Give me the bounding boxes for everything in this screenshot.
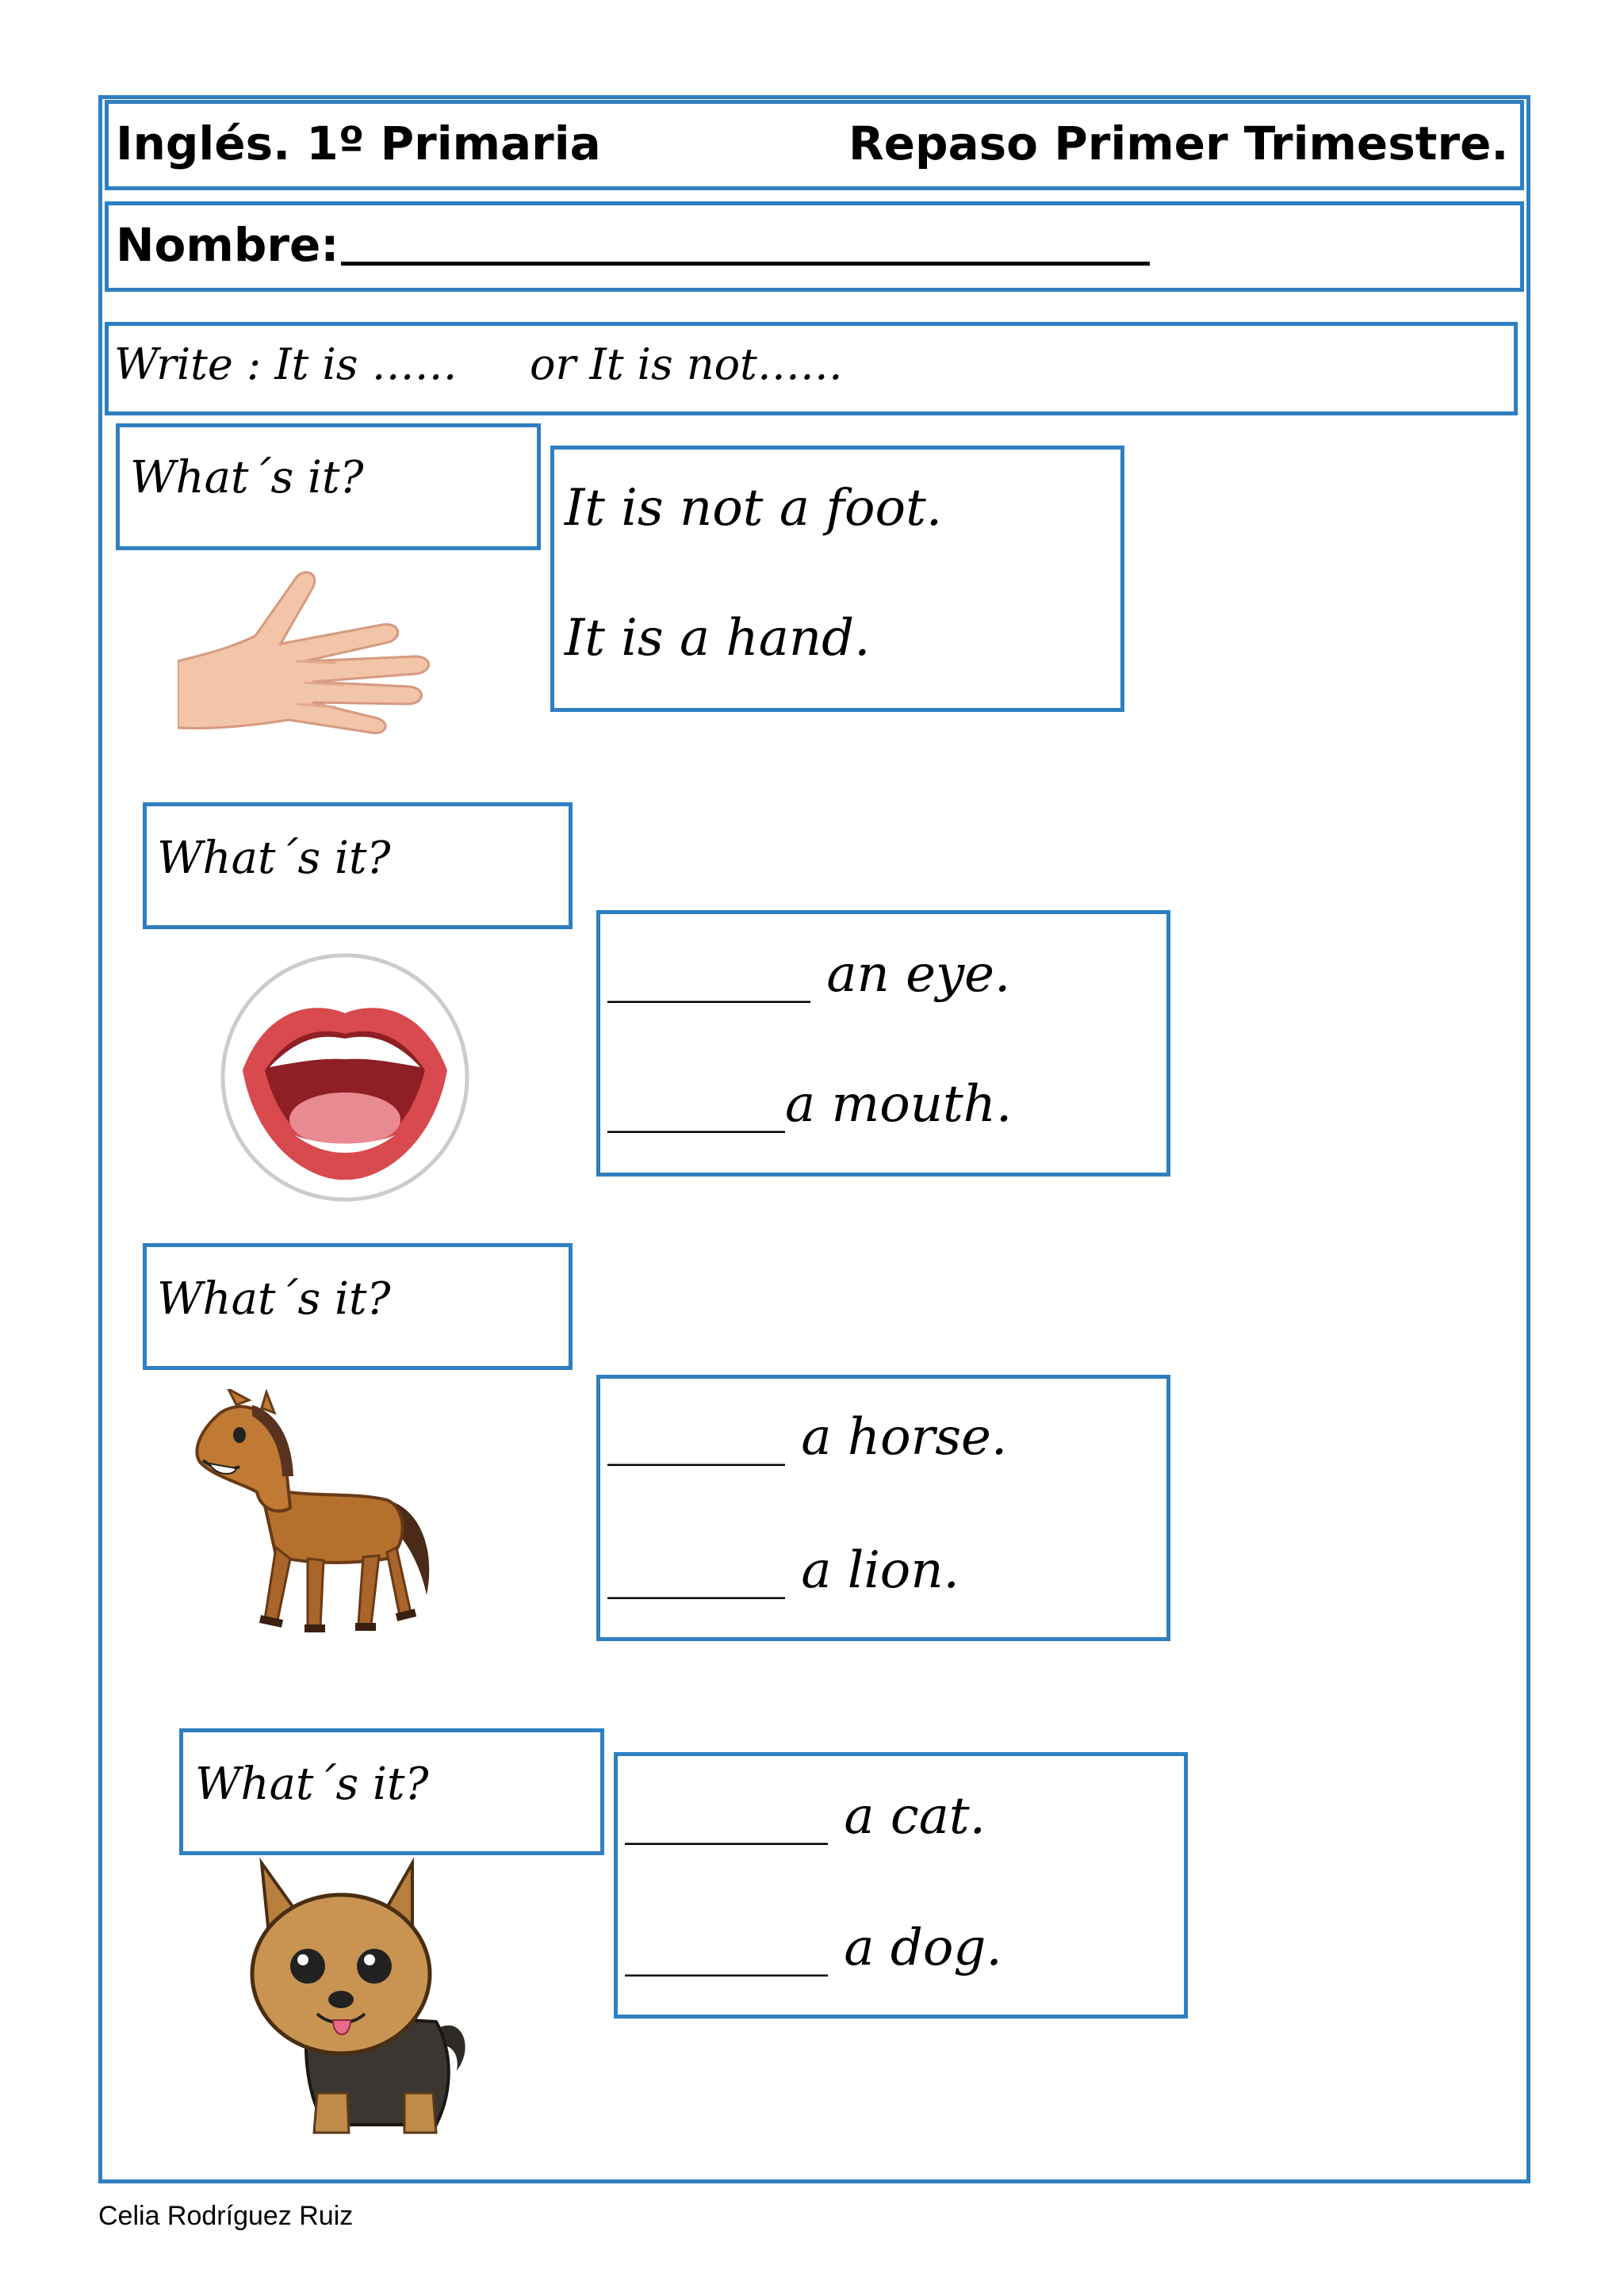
name-label: Nombre: bbox=[116, 218, 339, 272]
answer-1-line-2: It is a hand. bbox=[565, 609, 871, 668]
dog-image bbox=[238, 1855, 484, 2141]
answer-3-blank-2[interactable]: _______ bbox=[607, 1541, 785, 1600]
instruction-write: Write : It is …… bbox=[114, 339, 458, 389]
answer-3-line-1 bbox=[607, 1408, 1007, 1467]
answer-3-text-2: a lion. bbox=[785, 1541, 959, 1600]
question-3: What´s it? bbox=[157, 1273, 391, 1325]
question-4: What´s it? bbox=[195, 1758, 429, 1810]
answer-2-line-2 bbox=[607, 1075, 1012, 1134]
worksheet-title: Repaso Primer Trimestre. bbox=[848, 117, 1509, 170]
answer-2-text-1: an eye. bbox=[810, 945, 1011, 1004]
question-2: What´s it? bbox=[157, 832, 391, 884]
author-credit: Celia Rodríguez Ruiz bbox=[98, 2201, 354, 2231]
instruction-or: or It is not…… bbox=[530, 339, 843, 389]
answer-1-line-1: It is not a foot. bbox=[565, 479, 943, 538]
name-line[interactable] bbox=[341, 262, 1150, 266]
answer-3-text-1: a horse. bbox=[785, 1408, 1008, 1467]
hand-image bbox=[178, 568, 431, 734]
answer-4-line-1 bbox=[625, 1787, 986, 1846]
answer-4-text-1: a cat. bbox=[828, 1787, 986, 1846]
answer-4-blank-1[interactable]: ________ bbox=[625, 1787, 828, 1846]
answer-2-text-2: a mouth. bbox=[785, 1075, 1013, 1134]
answer-3-line-2 bbox=[607, 1541, 959, 1600]
horse-image bbox=[189, 1389, 450, 1659]
answer-2-line-1 bbox=[607, 945, 1010, 1004]
answer-4-blank-2[interactable]: ________ bbox=[625, 1919, 828, 1977]
answer-2-blank-2[interactable]: _______ bbox=[607, 1075, 785, 1134]
answer-3-blank-1[interactable]: _______ bbox=[607, 1408, 785, 1467]
answer-4-text-2: a dog. bbox=[828, 1919, 1002, 1977]
question-1: What´s it? bbox=[130, 452, 364, 503]
subject-title: Inglés. 1º Primaria bbox=[116, 117, 601, 170]
answer-4-line-2 bbox=[625, 1919, 1002, 1977]
answer-2-blank-1[interactable]: ________ bbox=[607, 945, 810, 1004]
mouth-image bbox=[219, 951, 471, 1203]
